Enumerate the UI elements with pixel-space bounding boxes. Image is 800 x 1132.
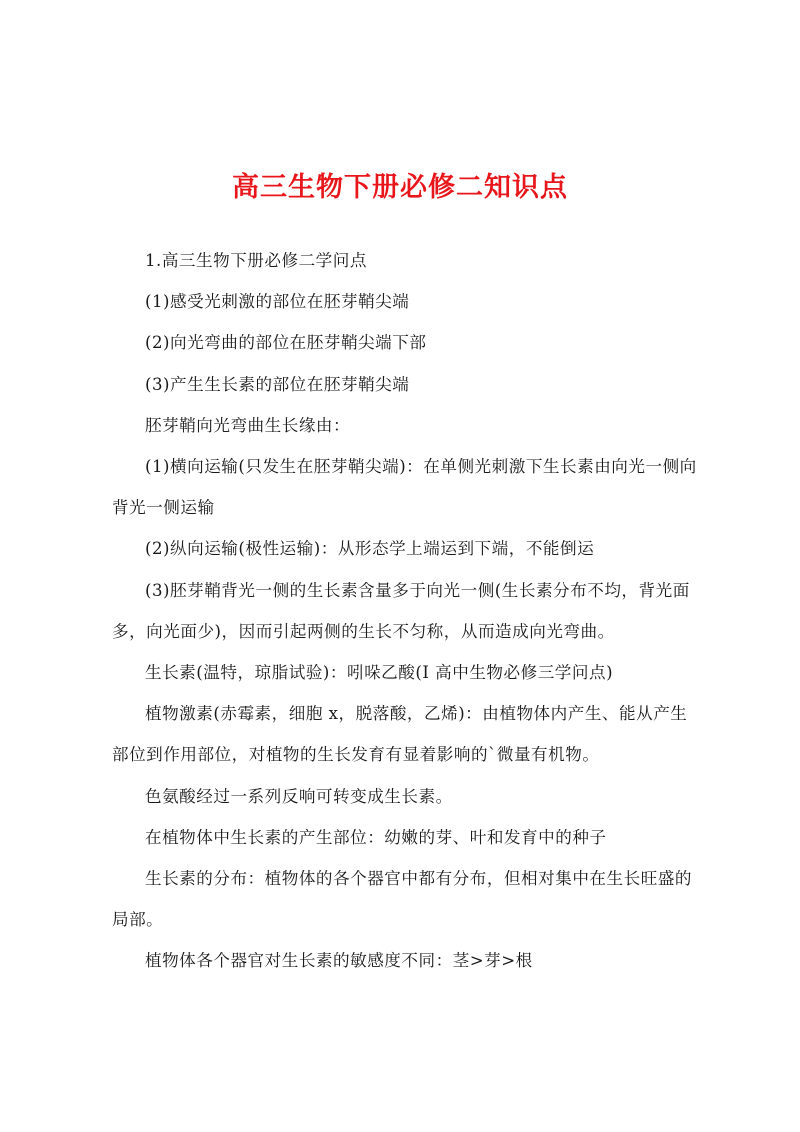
paragraph: (2)纵向运输(极性运输)：从形态学上端运到下端，不能倒运 [145, 539, 595, 559]
paragraph: 生长素(温特，琼脂试验)：吲哚乙酸(I 高中生物必修三学问点) [145, 663, 614, 683]
paragraph: 色氨酸经过一系列反响可转变成生长素。 [145, 786, 453, 806]
paragraph: (3)胚芽鞘背光一侧的生长素含量多于向光一侧(生长素分布不均，背光面多，向光面少)，因而引起两侧的生长不匀称，从而造成向光弯曲。 [112, 580, 690, 641]
paragraph: 胚芽鞘向光弯曲生长缘由： [145, 415, 351, 435]
paragraph: 植物体各个器官对生长素的敏感度不同：茎>芽>根 [145, 951, 533, 971]
paragraph: 植物激素(赤霉素，细胞 x，脱落酸，乙烯)：由植物体内产生、能从产生部位到作用部位，对植物的生长发育有显着影响的`微量有机物。 [112, 704, 688, 765]
document-title: 高三生物下册必修二知识点 [232, 172, 568, 203]
paragraph: (3)产生生长素的部位在胚芽鞘尖端 [145, 374, 410, 394]
paragraph: 生长素的分布：植物体的各个器官中都有分布，但相对集中在生长旺盛的局部。 [112, 869, 692, 930]
paragraph: (1)感受光刺激的部位在胚芽鞘尖端 [145, 292, 410, 312]
document-body [112, 240, 700, 982]
paragraph: (1)横向运输(只发生在胚芽鞘尖端)：在单侧光刺激下生长素由向光一侧向背光一侧运输 [112, 457, 697, 518]
paragraph: 在植物体中生长素的产生部位：幼嫩的芽、叶和发育中的种子 [145, 827, 607, 847]
paragraph: 1.高三生物下册必修二学问点 [145, 251, 367, 270]
paragraph: (2)向光弯曲的部位在胚芽鞘尖端下部 [145, 333, 427, 353]
